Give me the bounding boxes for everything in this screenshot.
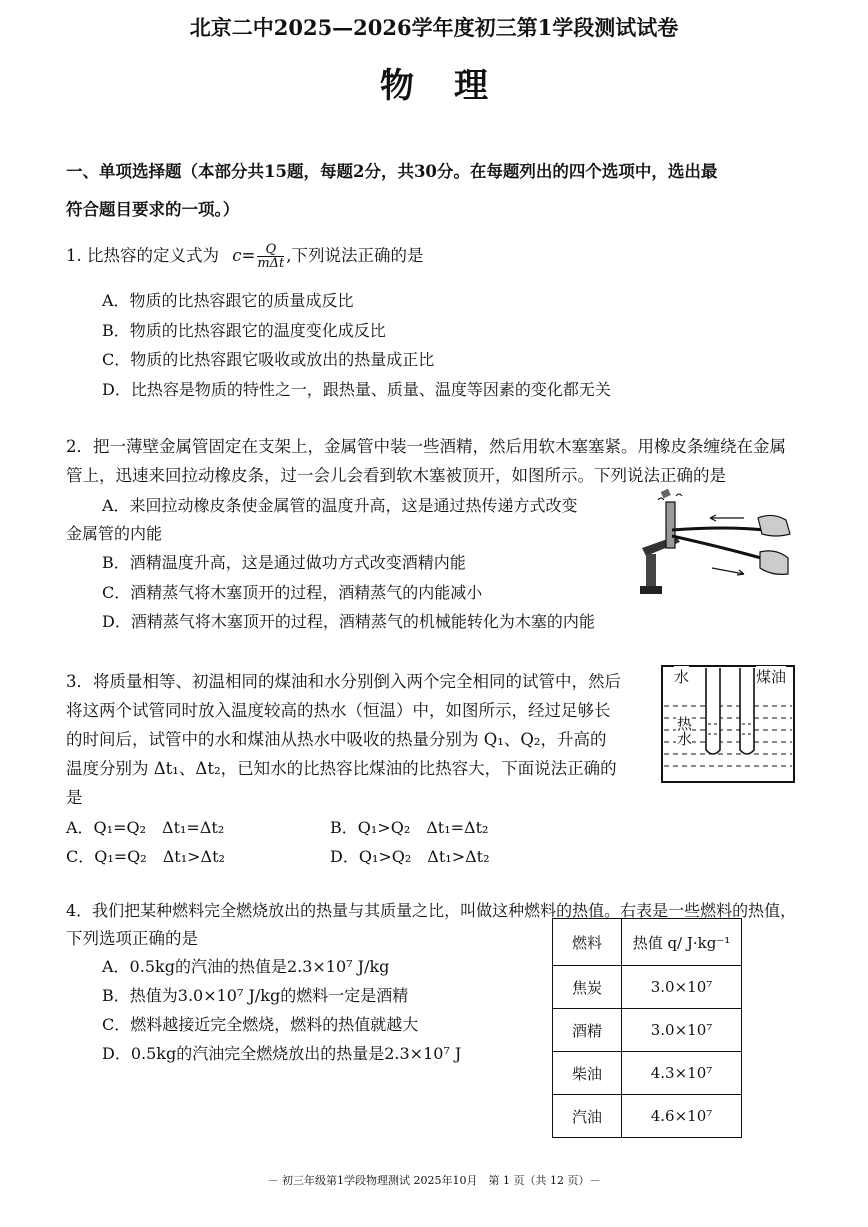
table-header-fuel: 燃料	[553, 919, 622, 966]
q4-option-b: B．热值为3.0×10⁷ J/kg的燃料一定是酒精	[102, 986, 409, 1005]
q2-option-d: D．酒精蒸气将木塞顶开的过程，酒精蒸气的机械能转化为木塞的内能	[102, 612, 595, 631]
exam-title: 北京二中2025—2026学年度初三第1学段测试试卷	[189, 15, 679, 40]
q1-option-b: B．物质的比热容跟它的温度变化成反比	[102, 321, 386, 340]
table-cell-fuel: 柴油	[553, 1052, 622, 1095]
label-hot-water: 热水	[675, 716, 693, 746]
table-cell-value: 3.0×10⁷	[622, 966, 742, 1009]
table-row	[553, 1009, 742, 1052]
q1-option-a: A．物质的比热容跟它的质量成反比	[102, 291, 354, 310]
table-row	[553, 1095, 742, 1138]
q1-option-d: D．比热容是物质的特性之一，跟热量、质量、温度等因素的变化都无关	[102, 380, 611, 399]
q1-stem-prefix: 1. 比热容的定义式为	[66, 246, 219, 265]
q4-stem-line1: 4．我们把某种燃料完全燃烧放出的热量与其质量之比，叫做这种燃料的热值。右表是一些燃料的热值，	[66, 901, 797, 920]
q3-stem-line1: 3．将质量相等、初温相同的煤油和水分别倒入两个完全相同的试管中，然后	[66, 672, 621, 691]
metal-tube	[666, 502, 675, 548]
table-cell-value: 3.0×10⁷	[622, 1009, 742, 1052]
test-tube-kerosene	[740, 668, 754, 754]
fuel-heat-value-table	[552, 918, 742, 1138]
q4-option-c: C．燃料越接近完全燃烧，燃料的热值就越大	[102, 1015, 419, 1034]
q3-beaker-figure	[660, 664, 796, 786]
q1-formula-fraction	[257, 243, 284, 270]
stand-base	[640, 586, 662, 594]
table-cell-fuel: 汽油	[553, 1095, 622, 1138]
table-header-row	[553, 919, 742, 966]
q3-option-a: A．Q₁=Q₂ Δt₁=Δt₂	[66, 818, 225, 837]
section-heading-line2: 符合题目要求的一项。）	[66, 200, 240, 219]
table-row	[553, 966, 742, 1009]
q1-stem	[66, 242, 424, 270]
section-heading-line1: 一、单项选择题（本部分共15题，每题2分，共30分。在每题列出的四个选项中，选出最	[66, 162, 718, 181]
label-kerosene: 煤油	[756, 668, 787, 686]
table-row	[553, 1052, 742, 1095]
table-cell-value: 4.6×10⁷	[622, 1095, 742, 1138]
subject-title: 物理	[380, 66, 528, 106]
q1-formula-numerator: Q	[257, 243, 284, 257]
test-tube-water	[706, 668, 720, 754]
table-cell-fuel: 酒精	[553, 1009, 622, 1052]
q2-stem-line1: 2．把一薄壁金属管固定在支架上，金属管中装一些酒精，然后用软木塞塞紧。用橡皮条缠绕在金属	[66, 437, 786, 456]
q1-formula-denominator: mΔt	[257, 256, 285, 271]
label-water: 水	[674, 668, 690, 686]
rubber-band-upper	[672, 528, 764, 530]
q3-stem-line3: 的时间后，试管中的水和煤油从热水中吸收的热量分别为 Q₁、Q₂，升高的	[66, 730, 607, 749]
q2-stem-line2: 管上，迅速来回拉动橡皮条，过一会儿会看到软木塞被顶开，如图所示。下列说法正确的是	[66, 466, 726, 485]
q3-stem-line2: 将这两个试管同时放入温度较高的热水（恒温）中，如图所示，经过足够长	[66, 701, 611, 720]
q1-option-c: C．物质的比热容跟它吸收或放出的热量成正比	[102, 350, 435, 369]
q3-option-c: C．Q₁=Q₂ Δt₁>Δt₂	[66, 847, 225, 866]
q4-stem-line2: 下列选项正确的是	[66, 929, 198, 948]
page-footer: － 初三年级第1学段物理测试 2025年10月 第 1 页（共 12 页）－	[267, 1174, 601, 1187]
q2-option-b: B．酒精温度升高，这是通过做功方式改变酒精内能	[102, 553, 466, 572]
q2-option-a-line1: A．来回拉动橡皮条使金属管的温度升高，这是通过热传递方式改变	[102, 496, 578, 515]
q1-formula-lhs: c=	[232, 246, 256, 265]
hand-lower	[760, 551, 788, 575]
q3-option-b: B．Q₁>Q₂ Δt₁=Δt₂	[330, 818, 489, 837]
q2-option-c: C．酒精蒸气将木塞顶开的过程，酒精蒸气的内能减小	[102, 583, 483, 602]
q1-stem-suffix: ,下列说法正确的是	[286, 246, 424, 265]
q4-option-d: D．0.5kg的汽油完全燃烧放出的热量是2.3×10⁷ J	[102, 1044, 462, 1063]
table-cell-value: 4.3×10⁷	[622, 1052, 742, 1095]
table-cell-fuel: 焦炭	[553, 966, 622, 1009]
rubber-band-lower	[672, 536, 768, 560]
cork	[661, 489, 671, 499]
q2-option-a-line2: 金属管的内能	[66, 524, 163, 543]
hand-upper	[758, 515, 790, 536]
q3-stem-line4: 温度分别为 Δt₁、Δt₂，已知水的比热容比煤油的比热容大，下面说法正确的	[66, 759, 617, 778]
q3-stem-line5: 是	[66, 788, 83, 807]
q3-option-d: D．Q₁>Q₂ Δt₁>Δt₂	[330, 847, 490, 866]
q2-metal-tube-figure	[636, 486, 796, 606]
pull-arrow-lower	[712, 568, 744, 575]
q4-option-a: A．0.5kg的汽油的热值是2.3×10⁷ J/kg	[102, 957, 390, 976]
pull-arrow-upper	[710, 515, 744, 521]
table-header-heat-value: 热值 q/ J·kg⁻¹	[622, 919, 742, 966]
